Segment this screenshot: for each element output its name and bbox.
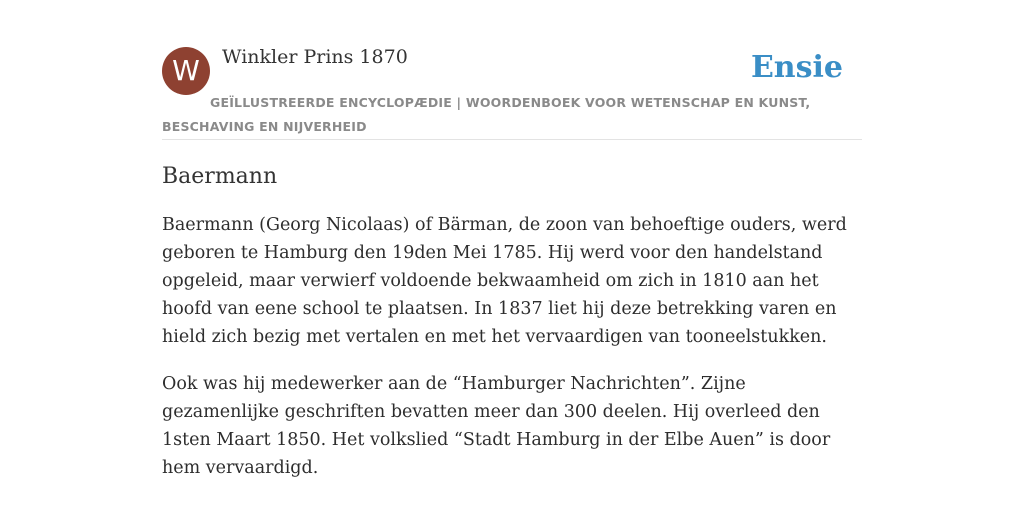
source-header [162, 44, 862, 140]
article-paragraph-2: Ook was hij medewerker aan de “Hamburger Nachrichten”. Zijne gezamenlijke geschriften bevatten meer dan 300 deelen. Hij overleed den 1sten Maart 1850. Het volkslied “Stadt Hamburg in der Elbe Auen” is door hem vervaardigd. [162, 374, 831, 478]
source-title[interactable]: Winkler Prins 1870 [222, 46, 408, 68]
ensie-logo-link[interactable]: Ensie [750, 50, 843, 85]
article-card [162, 44, 862, 482]
article-paragraph-1: Baermann (Georg Nicolaas) of Bärman, de zoon van behoeftige ouders, werd geboren te Hamburg den 19den Mei 1785. Hij werd voor den handelstand opgeleid, maar verwierf voldoende bekwaamheid om zich in 1810 aan het hoofd van eene school te plaatsen. In 1837 liet hij deze betrekking varen en hield zich bezig met vertalen en met het vervaardigen van tooneelstukken. [162, 215, 847, 347]
source-subtitle: GEÏLLUSTREERDE ENCYCLOPÆDIE | WOORDENBOEK VOOR WETENSCHAP EN KUNST, BESCHAVING EN NIJVERHEID [162, 95, 811, 134]
source-avatar[interactable]: W [162, 47, 210, 95]
article-title: Baermann [162, 164, 278, 189]
